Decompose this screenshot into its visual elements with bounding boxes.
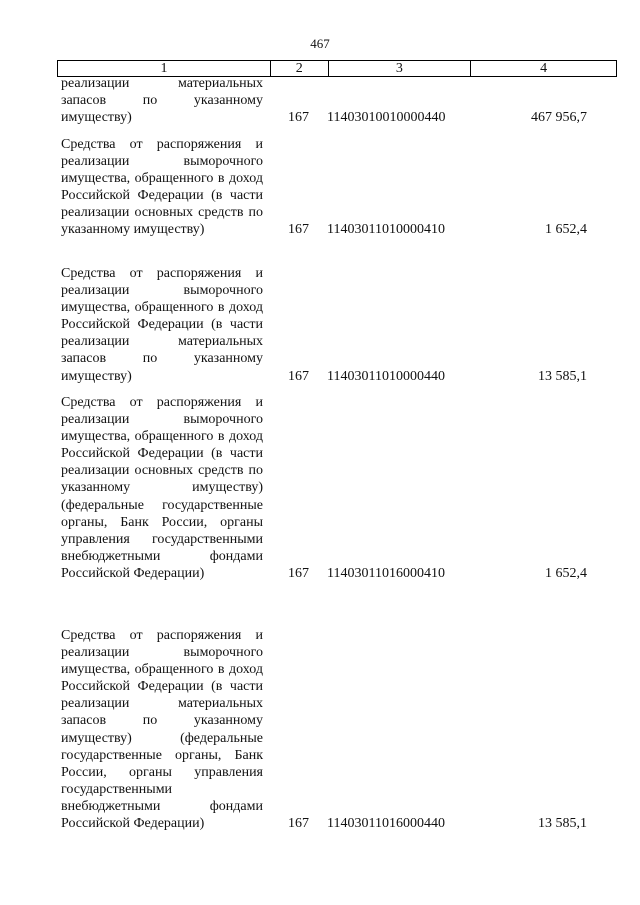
row-code: 11403011010000440 <box>327 368 445 384</box>
row-amount: 13 585,1 <box>538 816 587 832</box>
column-header-2: 2 <box>271 61 329 77</box>
row-code: 11403011010000410 <box>327 222 445 238</box>
row-description: Средства от распоряжения и реализации выморочного имущества, обращенного в доход Российской Федерации (в части реализации основных средств по указанному имуществу) <box>61 137 263 238</box>
table-row <box>61 265 617 385</box>
table-row <box>61 394 617 582</box>
row-description: реализации материальных запасов по указанному имуществу) <box>61 76 263 126</box>
table-row <box>61 627 617 832</box>
row-amount: 467 956,7 <box>531 110 587 126</box>
row-description: Средства от распоряжения и реализации выморочного имущества, обращенного в доход Российской Федерации (в части реализации материальных запасов по указанному имуществу) (федеральные государственные органы, Банк России, органы управления государственными внебюджетными фондами Российской Федерации) <box>61 628 263 832</box>
row-num: 167 <box>288 368 309 384</box>
row-amount: 13 585,1 <box>538 368 587 384</box>
table-row <box>61 136 617 239</box>
row-description: Средства от распоряжения и реализации выморочного имущества, обращенного в доход Российской Федерации (в части реализации основных средств по указанному имуществу) (федеральные государственные органы, Банк России, органы управления государственными внебюджетными фондами Российской Федерации) <box>61 395 263 581</box>
row-num: 167 <box>288 110 309 126</box>
page-number: 467 <box>310 36 330 51</box>
row-num: 167 <box>288 565 309 581</box>
row-description: Средства от распоряжения и реализации выморочного имущества, обращенного в доход Российской Федерации (в части реализации материальных запасов по указанному имуществу) <box>61 266 263 384</box>
row-amount: 1 652,4 <box>545 565 587 581</box>
row-code: 11403011016000440 <box>327 816 445 832</box>
row-num: 167 <box>288 222 309 238</box>
table-row <box>61 75 617 126</box>
row-code: 11403010010000440 <box>327 110 446 126</box>
column-header-3: 3 <box>328 61 471 77</box>
row-num: 167 <box>288 816 309 832</box>
column-header-4: 4 <box>471 61 617 77</box>
row-code: 11403011016000410 <box>327 565 445 581</box>
column-header-1: 1 <box>58 61 271 77</box>
row-amount: 1 652,4 <box>545 222 587 238</box>
